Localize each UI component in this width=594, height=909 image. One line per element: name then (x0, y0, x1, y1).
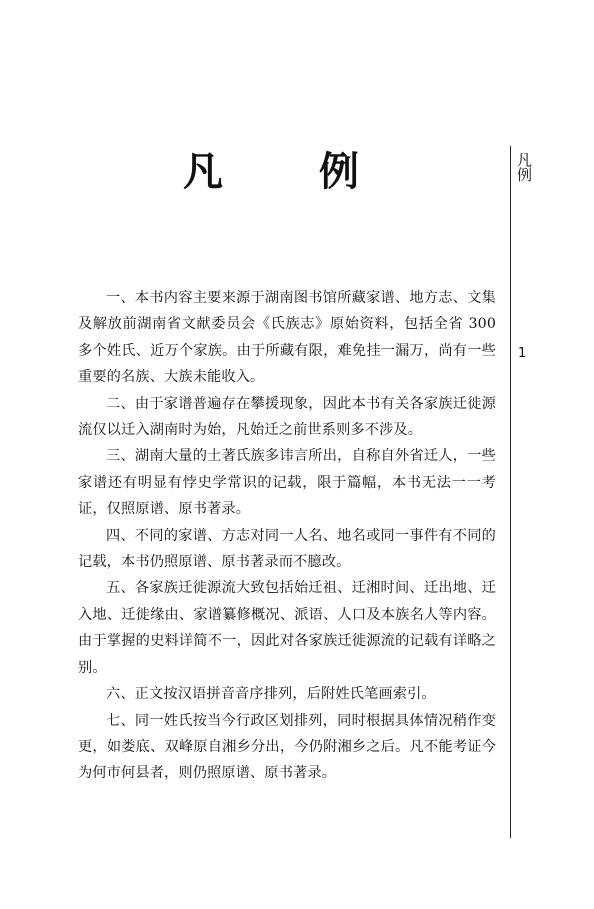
page-title: 凡 例 (183, 149, 387, 195)
paragraph-7: 七、同一姓氏按当今行政区划排列，同时根据具体情况稍作变更，如娄底、双峰原自湘乡分出，今仍附湘乡之后。凡不能考证今为何市何县者，则仍照原谱、原书著录。 (78, 712, 496, 782)
body-text (78, 285, 496, 787)
paragraph-2: 二、由于家谱普遍存在攀援现象，因此本书有关各家族迁徙源流仅以迁入湖南时为始，凡始迁之前世系则多不涉及。 (78, 395, 496, 439)
paragraph-3: 三、湖南大量的土著氏族多讳言所出，自称自外省迁人，一些家谱还有明显有悖史学常识的记载，限于篇幅，本书无法一一考证，仅照原谱、原书著录。 (78, 448, 496, 518)
paragraph-6: 六、正文按汉语拼音音序排列，后附姓氏笔画索引。 (106, 686, 436, 703)
paragraph-1: 一、本书内容主要来源于湖南图书馆所藏家谱、地方志、文集及解放前湖南省文献委员会《氏族志》原始资料，包括全省 300 多个姓氏、近万个家族。由于所藏有限，难免挂一漏万，尚有一些重要的名族、大族未能收入。 (78, 290, 496, 386)
paragraph-4: 四、不同的家谱、方志对同一人名、地名或同一事件有不同的记载，本书仍照原谱、原书著录而不臆改。 (78, 527, 496, 571)
paragraph-5: 五、各家族迁徙源流大致包括始迁祖、迁湘时间、迁出地、迁入地、迁徙缘由、家谱纂修概况、派语、人口及本族名人等内容。由于掌握的史料详简不一，因此对各家族迁徙源流的记载有详略之别。 (78, 580, 496, 676)
page-number: 1 (518, 346, 527, 361)
margin-rule (510, 146, 511, 838)
running-head: 凡例 (515, 152, 533, 182)
